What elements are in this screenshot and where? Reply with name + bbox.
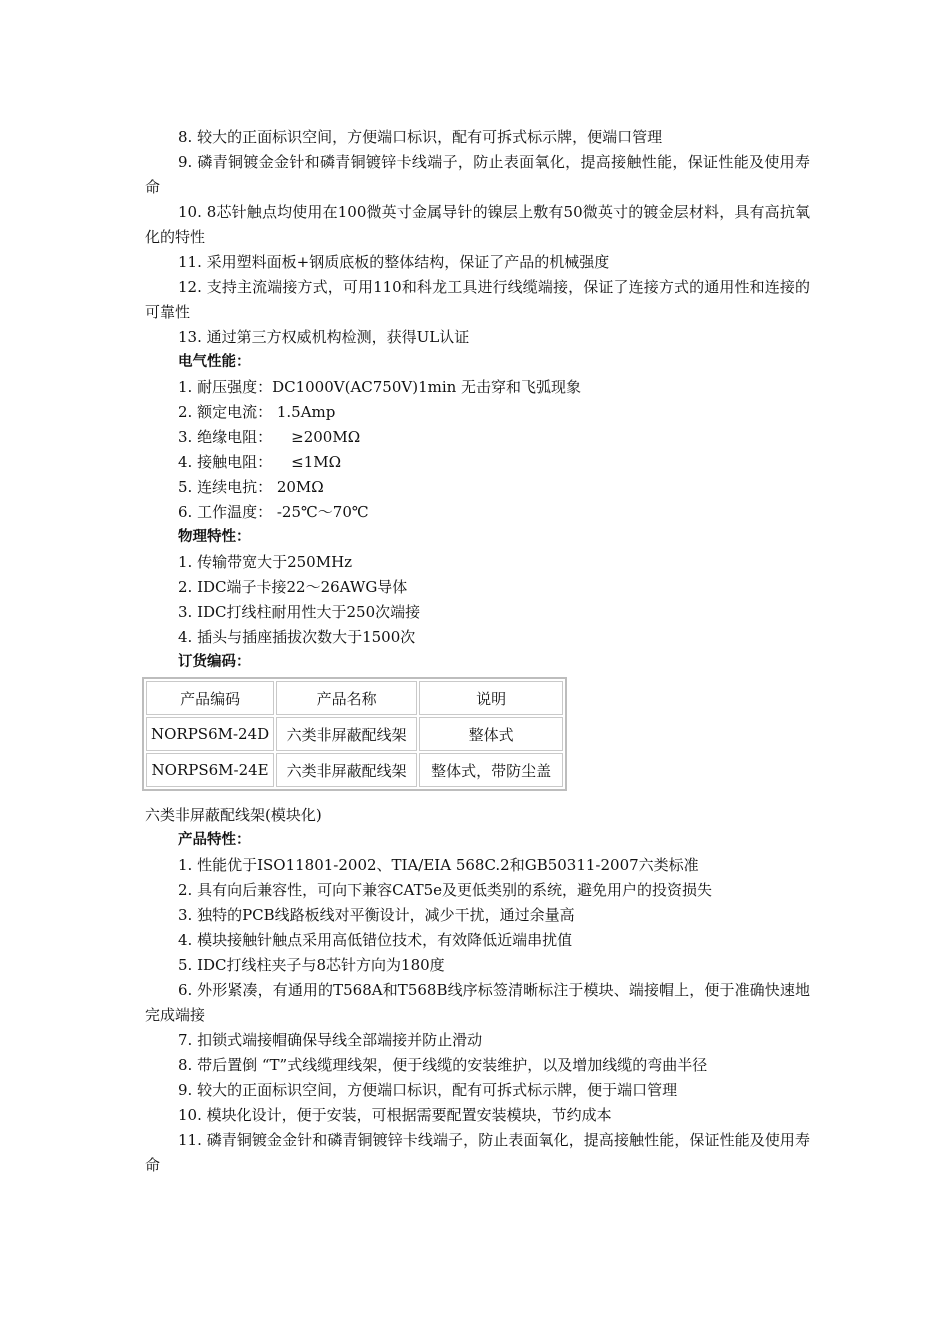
electrical-heading: 电气性能： (178, 354, 251, 370)
table-header-cell: 产品编码 (146, 681, 274, 715)
electrical-item: 3. 绝缘电阻： ≥200MΩ (178, 428, 361, 446)
electrical-item: 6. 工作温度： -25℃～70℃ (178, 503, 369, 521)
feature-item: 11. 磷青铜镀金金针和磷青铜镀锌卡线端子，防止表面氧化，提高接触性能，保证性能及使用寿命 (145, 1131, 810, 1174)
features-heading: 产品特性： (178, 832, 251, 848)
physical-item: 4. 插头与插座插拔次数大于1500次 (178, 628, 416, 646)
table-cell: NORPS6M-24D (146, 717, 274, 751)
physical-item: 2. IDC端子卡接22～26AWG导体 (178, 578, 408, 596)
document-content (145, 125, 810, 1178)
physical-item: 3. IDC打线柱耐用性大于250次端接 (178, 603, 421, 621)
feature-item: 4. 模块接触针触点采用高低错位技术，有效降低近端串扰值 (178, 931, 573, 949)
table-header-cell: 说明 (419, 681, 563, 715)
order-code-table (142, 677, 567, 791)
feature-item-13: 13. 通过第三方权威机构检测，获得UL认证 (178, 328, 470, 346)
table-cell: 整体式，带防尘盖 (419, 753, 563, 787)
feature-item: 9. 较大的正面标识空间，方便端口标识，配有可拆式标示牌，便于端口管理 (178, 1081, 678, 1099)
table-header-cell: 产品名称 (276, 681, 417, 715)
feature-item-9: 9. 磷青铜镀金金针和磷青铜镀锌卡线端子，防止表面氧化，提高接触性能，保证性能及使用寿命 (145, 153, 810, 196)
feature-item-10: 10. 8芯针触点均使用在100微英寸金属导针的镍层上敷有50微英寸的镀金层材料，具有高抗氧化的特性 (145, 203, 810, 246)
electrical-item: 1. 耐压强度：DC1000V(AC750V)1min 无击穿和飞弧现象 (178, 378, 582, 396)
feature-item: 10. 模块化设计，便于安装，可根据需要配置安装模块，节约成本 (178, 1106, 612, 1124)
feature-item-12: 12. 支持主流端接方式，可用110和科龙工具进行线缆端接，保证了连接方式的通用性和连接的可靠性 (145, 278, 810, 321)
table-row (146, 753, 563, 787)
table-cell: 整体式 (419, 717, 563, 751)
physical-heading: 物理特性： (178, 529, 251, 545)
physical-item: 1. 传输带宽大于250MHz (178, 553, 353, 571)
electrical-item: 2. 额定电流： 1.5Amp (178, 403, 336, 421)
feature-item: 6. 外形紧凑，有通用的T568A和T568B线序标签清晰标注于模块、端接帽上，便于准确快速地完成端接 (145, 981, 810, 1024)
order-heading: 订货编码： (178, 654, 251, 670)
table-cell: 六类非屏蔽配线架 (276, 717, 417, 751)
feature-item: 5. IDC打线柱夹子与8芯针方向为180度 (178, 956, 445, 974)
feature-item: 1. 性能优于ISO11801-2002、TIA/EIA 568C.2和GB50311-2007六类标准 (178, 856, 699, 874)
feature-item: 8. 带后置倒 “T”式线缆理线架，便于线缆的安装维护，以及增加线缆的弯曲半径 (178, 1056, 708, 1074)
section-title: 六类非屏蔽配线架(模块化) (145, 806, 322, 824)
electrical-item: 4. 接触电阻： ≤1MΩ (178, 453, 342, 471)
feature-item: 3. 独特的PCB线路板线对平衡设计，减少干扰，通过余量高 (178, 906, 575, 924)
table-row (146, 717, 563, 751)
table-cell: 六类非屏蔽配线架 (276, 753, 417, 787)
feature-item-11: 11. 采用塑料面板+钢质底板的整体结构，保证了产品的机械强度 (178, 253, 610, 271)
feature-item: 7. 扣锁式端接帽确保导线全部端接并防止滑动 (178, 1031, 483, 1049)
table-header-row (146, 681, 563, 715)
electrical-item: 5. 连续电抗： 20MΩ (178, 478, 324, 496)
table-cell: NORPS6M-24E (146, 753, 274, 787)
feature-item: 2. 具有向后兼容性，可向下兼容CAT5e及更低类别的系统，避免用户的投资损失 (178, 881, 712, 899)
feature-item-8: 8. 较大的正面标识空间，方便端口标识，配有可拆式标示牌，便端口管理 (178, 128, 663, 146)
